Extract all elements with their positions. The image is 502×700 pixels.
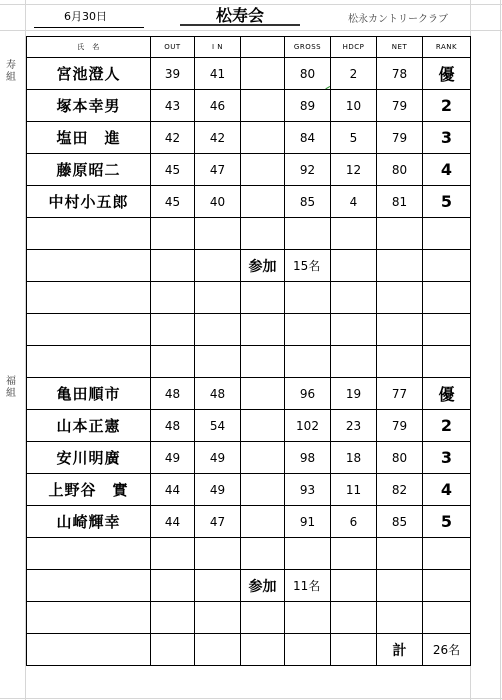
out-score: 39 (151, 58, 195, 90)
out-score: 43 (151, 90, 195, 122)
empty-cell (285, 634, 331, 666)
empty-row (27, 314, 471, 346)
hdcp-value: 5 (331, 122, 377, 154)
participants-label: 参加 (241, 250, 285, 282)
empty-row (27, 538, 471, 570)
grid-line (0, 4, 502, 5)
empty-cell (241, 314, 285, 346)
empty-row (27, 602, 471, 634)
empty-cell (285, 602, 331, 634)
hdcp-value: 11 (331, 474, 377, 506)
empty-cell (27, 634, 151, 666)
rank-value: 優 (423, 378, 471, 410)
total-count: 26名 (423, 634, 471, 666)
in-score: 41 (195, 58, 241, 90)
net-score: 78 (377, 58, 423, 90)
header-row (27, 37, 471, 58)
table-row (27, 154, 471, 186)
table-row (27, 474, 471, 506)
col-header-out: OUT (151, 37, 195, 58)
empty-cell (241, 346, 285, 378)
empty-cell (195, 538, 241, 570)
empty-cell (27, 314, 151, 346)
gross-score: 96 (285, 378, 331, 410)
empty-cell (377, 570, 423, 602)
in-score: 46 (195, 90, 241, 122)
empty-cell (377, 346, 423, 378)
net-score: 82 (377, 474, 423, 506)
total-label: 計 (377, 634, 423, 666)
empty-cell (151, 218, 195, 250)
col-header-blank (241, 37, 285, 58)
in-score: 49 (195, 474, 241, 506)
empty-row (27, 282, 471, 314)
empty-cell (151, 634, 195, 666)
empty-cell (331, 346, 377, 378)
participants-count: 11名 (285, 570, 331, 602)
empty-cell (285, 282, 331, 314)
table-row (27, 442, 471, 474)
in-score: 49 (195, 442, 241, 474)
table-row (27, 58, 471, 90)
gross-score: 91 (285, 506, 331, 538)
net-score: 80 (377, 154, 423, 186)
blank-cell (241, 506, 285, 538)
grid-line (0, 30, 502, 31)
out-score: 42 (151, 122, 195, 154)
empty-cell (285, 314, 331, 346)
rank-value: 4 (423, 154, 471, 186)
out-score: 45 (151, 186, 195, 218)
table-row (27, 410, 471, 442)
blank-cell (241, 442, 285, 474)
empty-cell (423, 282, 471, 314)
empty-cell (241, 538, 285, 570)
player-name: 上野谷 實 (27, 474, 151, 506)
empty-cell (423, 250, 471, 282)
participants-row (27, 570, 471, 602)
total-row (27, 634, 471, 666)
rank-value: 5 (423, 186, 471, 218)
empty-row (27, 218, 471, 250)
rank-value: 5 (423, 506, 471, 538)
blank-cell (241, 474, 285, 506)
player-name: 山本正憲 (27, 410, 151, 442)
group-label-1: 寿組 (6, 60, 16, 83)
empty-cell (241, 634, 285, 666)
in-score: 42 (195, 122, 241, 154)
out-score: 44 (151, 474, 195, 506)
col-header-net: NET (377, 37, 423, 58)
grid-line (500, 0, 501, 700)
gross-score: 89 (285, 90, 331, 122)
rank-value: 優 (423, 58, 471, 90)
blank-cell (241, 58, 285, 90)
net-score: 85 (377, 506, 423, 538)
gross-score: 93 (285, 474, 331, 506)
empty-cell (331, 218, 377, 250)
hdcp-value: 4 (331, 186, 377, 218)
player-name: 宮池澄人 (27, 58, 151, 90)
empty-cell (195, 250, 241, 282)
empty-cell (195, 314, 241, 346)
empty-cell (151, 538, 195, 570)
out-score: 48 (151, 378, 195, 410)
empty-cell (423, 570, 471, 602)
group-label-2: 福組 (6, 376, 16, 399)
net-score: 81 (377, 186, 423, 218)
empty-cell (331, 634, 377, 666)
hdcp-value: 10 (331, 90, 377, 122)
player-name: 山崎輝幸 (27, 506, 151, 538)
rank-value: 3 (423, 442, 471, 474)
empty-cell (27, 346, 151, 378)
empty-cell (423, 602, 471, 634)
hdcp-value: 18 (331, 442, 377, 474)
grid-line (0, 698, 502, 699)
empty-cell (377, 538, 423, 570)
rank-value: 4 (423, 474, 471, 506)
empty-cell (151, 570, 195, 602)
empty-cell (377, 314, 423, 346)
empty-cell (423, 538, 471, 570)
empty-cell (241, 282, 285, 314)
empty-cell (423, 314, 471, 346)
player-name: 安川明廣 (27, 442, 151, 474)
in-score: 48 (195, 378, 241, 410)
empty-cell (195, 570, 241, 602)
out-score: 44 (151, 506, 195, 538)
in-score: 54 (195, 410, 241, 442)
empty-cell (27, 250, 151, 282)
empty-cell (331, 250, 377, 282)
hdcp-value: 23 (331, 410, 377, 442)
rank-value: 2 (423, 90, 471, 122)
table-row (27, 506, 471, 538)
empty-cell (377, 602, 423, 634)
col-header-name: 氏 名 (27, 37, 151, 58)
empty-cell (151, 602, 195, 634)
player-name: 塚本幸男 (27, 90, 151, 122)
empty-cell (151, 346, 195, 378)
out-score: 49 (151, 442, 195, 474)
empty-row (27, 346, 471, 378)
net-score: 79 (377, 90, 423, 122)
out-score: 45 (151, 154, 195, 186)
col-header-hdcp: HDCP (331, 37, 377, 58)
blank-cell (241, 122, 285, 154)
table-row (27, 378, 471, 410)
player-name: 亀田順市 (27, 378, 151, 410)
empty-cell (195, 602, 241, 634)
score-table (26, 36, 471, 666)
empty-cell (285, 218, 331, 250)
empty-cell (377, 282, 423, 314)
col-header-in: I N (195, 37, 241, 58)
empty-cell (195, 634, 241, 666)
in-score: 40 (195, 186, 241, 218)
blank-cell (241, 154, 285, 186)
net-score: 77 (377, 378, 423, 410)
gross-score: 92 (285, 154, 331, 186)
participants-row (27, 250, 471, 282)
player-name: 藤原昭二 (27, 154, 151, 186)
col-header-gross: GROSS (285, 37, 331, 58)
empty-cell (151, 282, 195, 314)
table-row (27, 90, 471, 122)
empty-cell (331, 282, 377, 314)
empty-cell (331, 314, 377, 346)
empty-cell (27, 570, 151, 602)
empty-cell (195, 282, 241, 314)
table-row (27, 186, 471, 218)
net-score: 79 (377, 410, 423, 442)
participants-count: 15名 (285, 250, 331, 282)
empty-cell (151, 250, 195, 282)
empty-cell (285, 346, 331, 378)
date-underline (34, 27, 144, 28)
report-date: 6月30日 (64, 10, 107, 23)
gross-score: 85 (285, 186, 331, 218)
player-name: 塩田 進 (27, 122, 151, 154)
gross-score: 84 (285, 122, 331, 154)
hdcp-value: 6 (331, 506, 377, 538)
empty-cell (241, 218, 285, 250)
empty-cell (285, 538, 331, 570)
empty-cell (27, 218, 151, 250)
blank-cell (241, 410, 285, 442)
hdcp-value: 19 (331, 378, 377, 410)
empty-cell (151, 314, 195, 346)
empty-cell (195, 346, 241, 378)
gross-score: 102 (285, 410, 331, 442)
empty-cell (241, 602, 285, 634)
rank-value: 3 (423, 122, 471, 154)
out-score: 48 (151, 410, 195, 442)
in-score: 47 (195, 154, 241, 186)
net-score: 79 (377, 122, 423, 154)
empty-cell (331, 602, 377, 634)
club-name: 松永カントリークラブ (348, 14, 448, 25)
empty-cell (377, 218, 423, 250)
empty-cell (423, 218, 471, 250)
blank-cell (241, 378, 285, 410)
player-name: 中村小五郎 (27, 186, 151, 218)
rank-value: 2 (423, 410, 471, 442)
net-score: 80 (377, 442, 423, 474)
empty-cell (27, 538, 151, 570)
empty-cell (377, 250, 423, 282)
empty-cell (423, 346, 471, 378)
table-row (27, 122, 471, 154)
hdcp-value: 2 (331, 58, 377, 90)
empty-cell (27, 602, 151, 634)
blank-cell (241, 90, 285, 122)
empty-cell (331, 570, 377, 602)
empty-cell (27, 282, 151, 314)
gross-score: 80 (285, 58, 331, 90)
page-title: 松寿会 (215, 6, 264, 25)
gross-score: 98 (285, 442, 331, 474)
hdcp-value: 12 (331, 154, 377, 186)
empty-cell (195, 218, 241, 250)
blank-cell (241, 186, 285, 218)
in-score: 47 (195, 506, 241, 538)
col-header-rank: RANK (423, 37, 471, 58)
participants-label: 参加 (241, 570, 285, 602)
empty-cell (331, 538, 377, 570)
title-underline (180, 24, 300, 26)
